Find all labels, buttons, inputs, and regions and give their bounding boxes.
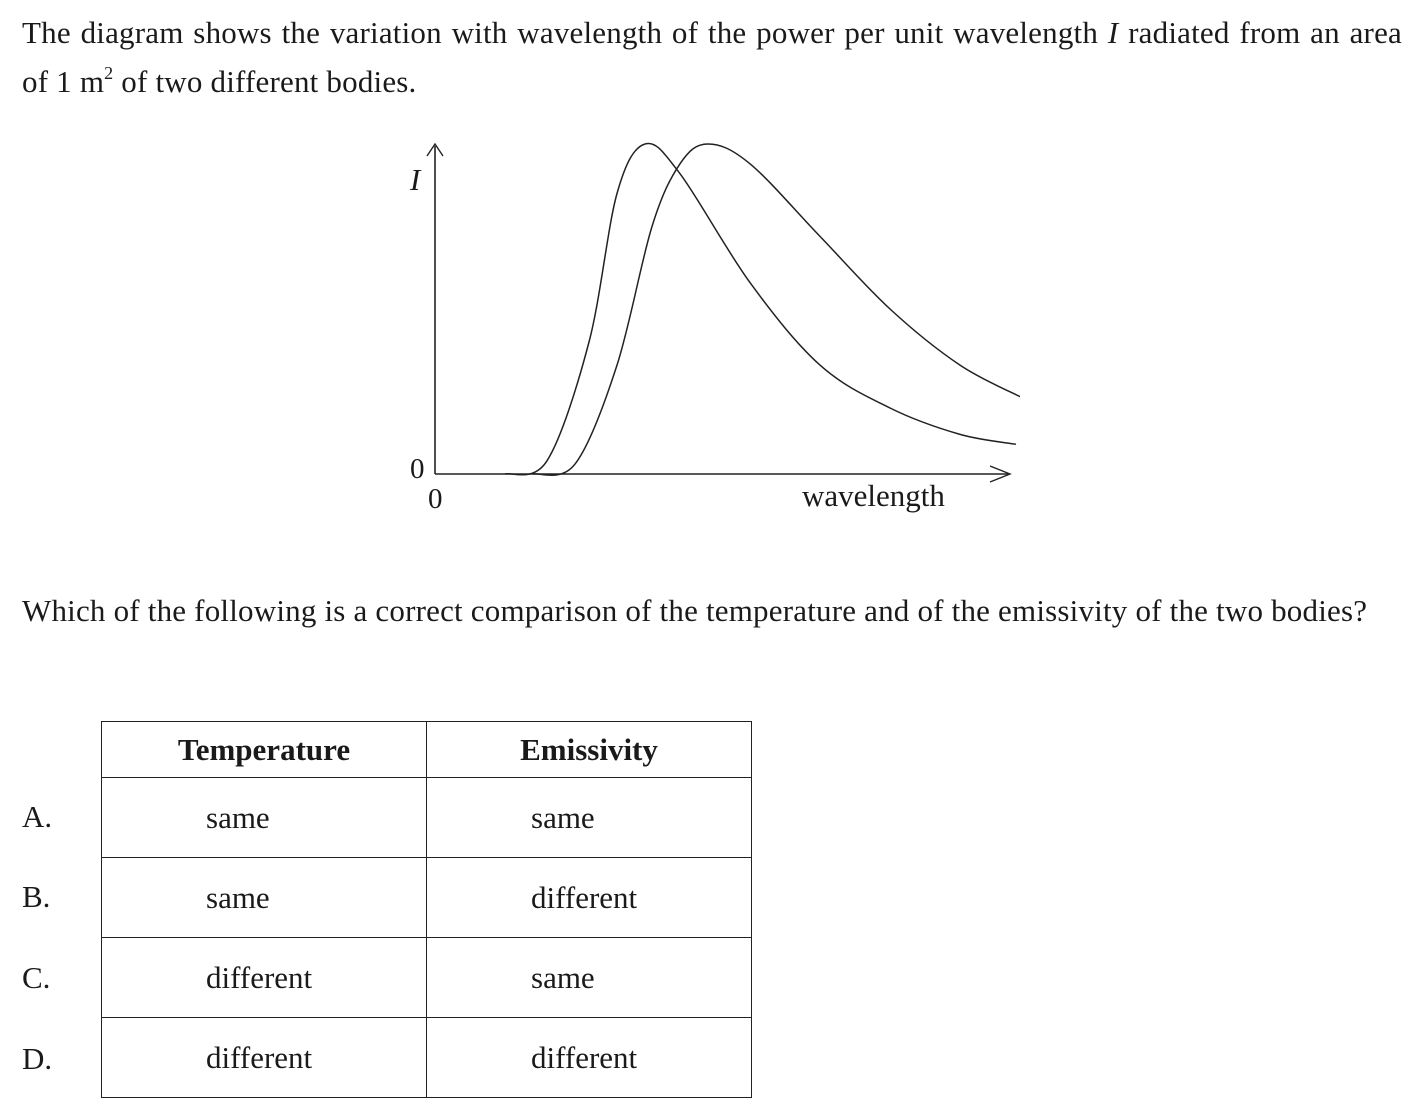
table-row[interactable]	[102, 1018, 752, 1098]
intro-text-part1: The diagram shows the variation with wavelength of the power per unit wavelength	[22, 15, 1108, 50]
cell-temperature	[102, 1018, 427, 1098]
cell-emissivity-text: same	[531, 959, 595, 995]
cell-temperature	[102, 858, 427, 938]
radiation-curve-2	[533, 144, 1020, 475]
table-row[interactable]	[102, 938, 752, 1018]
cell-emissivity-text: same	[531, 799, 595, 835]
cell-temperature	[102, 778, 427, 858]
area-superscript: 2	[104, 63, 114, 83]
intensity-symbol: I	[1107, 15, 1119, 50]
radiation-curve-1	[505, 143, 1016, 474]
cell-temperature-text: same	[206, 799, 270, 835]
y-origin-label: 0	[410, 453, 425, 485]
intro-text	[22, 12, 1402, 102]
curves-group	[505, 143, 1020, 475]
option-letter-d[interactable]: D.	[22, 1041, 53, 1076]
table-row[interactable]	[102, 858, 752, 938]
intensity-wavelength-graph	[380, 130, 1020, 530]
table-header-row	[102, 722, 752, 778]
cell-temperature-text: different	[206, 1039, 313, 1075]
option-letter-a[interactable]: A.	[22, 799, 53, 834]
option-letter-b[interactable]: B.	[22, 879, 51, 914]
cell-emissivity	[427, 1018, 752, 1098]
cell-emissivity	[427, 858, 752, 938]
cell-temperature-text: different	[206, 959, 313, 995]
cell-emissivity	[427, 938, 752, 1018]
option-letter-c[interactable]: C.	[22, 960, 51, 995]
intro-text-part2: radiated from an area of 1 m	[22, 15, 1402, 99]
cell-temperature	[102, 938, 427, 1018]
x-axis-label: wavelength	[802, 478, 945, 513]
intro-text-part3: of two different bodies.	[113, 64, 417, 99]
x-origin-label: 0	[428, 483, 443, 515]
table-row[interactable]	[102, 778, 752, 858]
header-temperature: Temperature	[102, 722, 427, 778]
cell-emissivity-text: different	[531, 879, 638, 915]
answer-table	[101, 721, 752, 1098]
header-emissivity: Emissivity	[427, 722, 752, 778]
cell-emissivity	[427, 778, 752, 858]
question-text: Which of the following is a correct comparison of the temperature and of the emissivity of the two bodies?	[22, 593, 1368, 628]
y-axis-label: I	[410, 162, 421, 197]
cell-emissivity-text: different	[531, 1039, 638, 1075]
cell-temperature-text: same	[206, 879, 270, 915]
graph-axes	[427, 144, 1010, 482]
